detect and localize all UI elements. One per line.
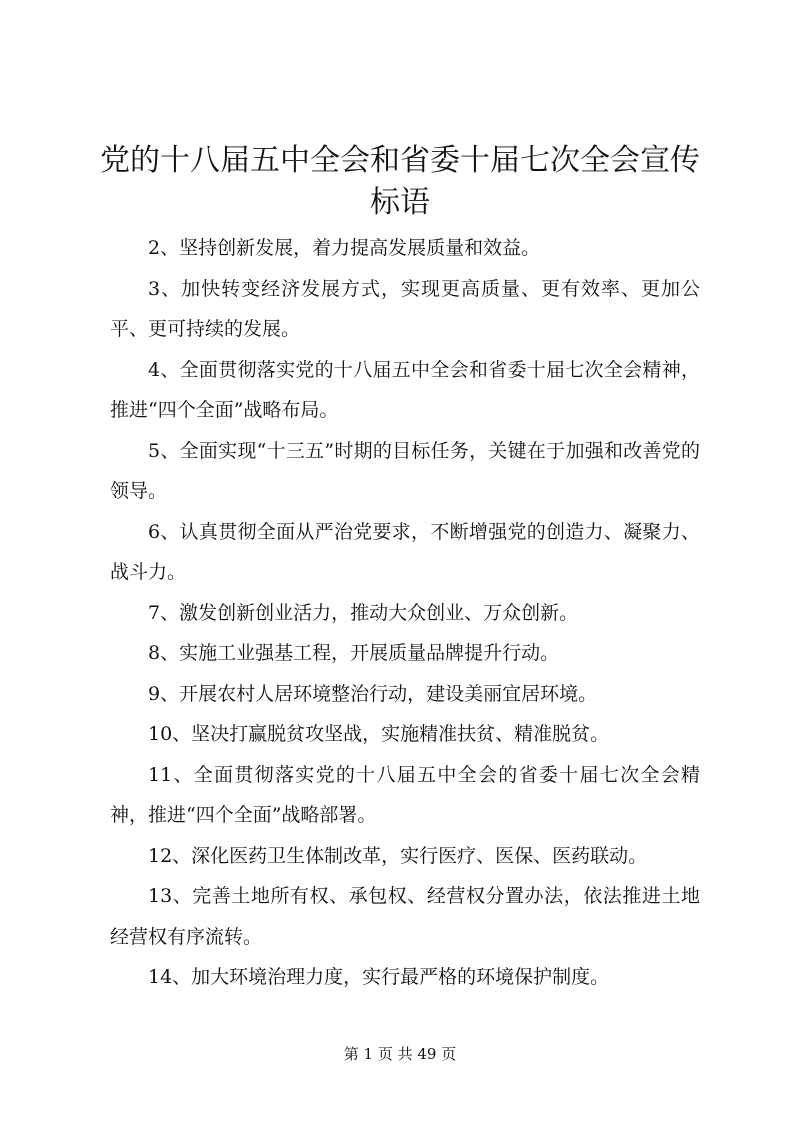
slogan-paragraph: 9、开展农村人居环境整治行动，建设美丽宜居环境。 [148, 682, 598, 705]
page-title: 党的十八届五中全会和省委十届七次全会宣传标语 [100, 143, 700, 220]
slogan-paragraph: 10、坚决打赢脱贫攻坚战，实施精准扶贫、精准脱贫。 [148, 723, 610, 745]
document-body [110, 228, 700, 998]
slogan-paragraph: 5、全面实现“十三五”时期的目标任务，关键在于加强和改善党的领导。 [110, 439, 700, 502]
slogan-paragraph: 4、全面贯彻落实党的十八届五中全会和省委十届七次全会精神，推进“四个全面”战略布局。 [110, 358, 700, 421]
slogan-paragraph: 3、加快转变经济发展方式，实现更高质量、更有效率、更加公平、更可持续的发展。 [110, 277, 700, 340]
slogan-paragraph: 11、全面贯彻落实党的十八届五中全会的省委十届七次全会精神，推进“四个全面”战略部署。 [110, 763, 700, 826]
slogan-paragraph: 2、坚持创新发展，着力提高发展质量和效益。 [148, 237, 541, 259]
slogan-paragraph: 14、加大环境治理力度，实行最严格的环境保护制度。 [148, 966, 610, 988]
slogan-paragraph: 8、实施工业强基工程，开展质量品牌提升行动。 [148, 642, 560, 664]
slogan-paragraph: 6、认真贯彻全面从严治党要求，不断增强党的创造力、凝聚力、战斗力。 [110, 520, 700, 583]
slogan-paragraph: 12、深化医药卫生体制改革，实行医疗、医保、医药联动。 [148, 844, 648, 867]
slogan-paragraph: 7、激发创新创业活力，推动大众创业、万众创新。 [148, 601, 579, 624]
slogan-paragraph: 13、完善土地所有权、承包权、经营权分置办法，依法推进土地经营权有序流转。 [110, 885, 700, 948]
page-number-footer: 第 1 页 共 49 页 [343, 1045, 457, 1063]
